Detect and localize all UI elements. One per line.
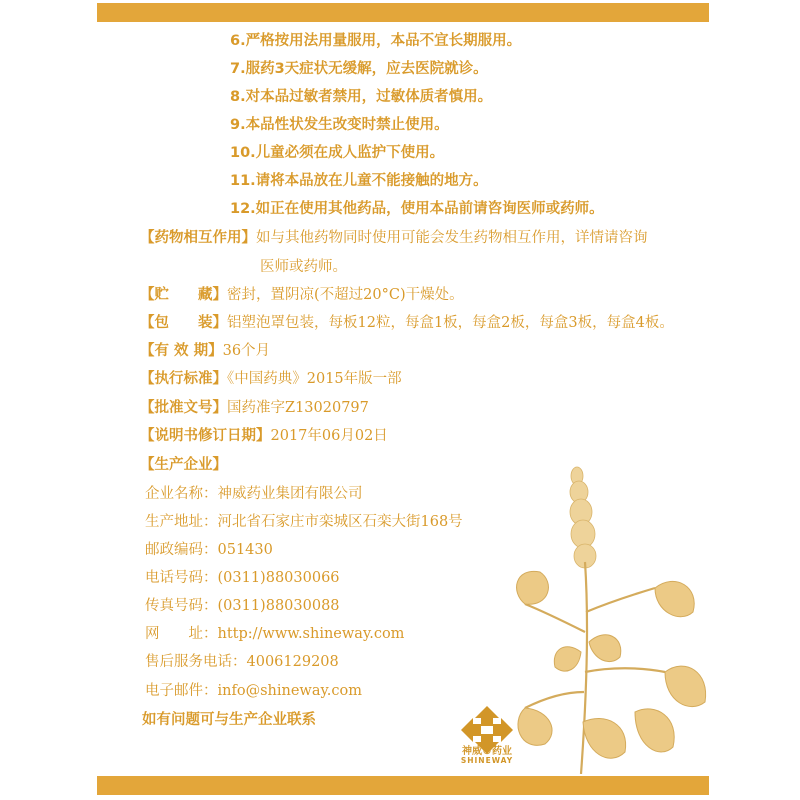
- postal-code: 邮政编码：051430: [145, 542, 273, 558]
- company-address: 生产地址：河北省石家庄市栾城区石栾大街168号: [145, 514, 463, 530]
- top-decorative-bar: [97, 3, 709, 22]
- revision-date-label: 【说明书修订日期】: [140, 428, 271, 444]
- drug-interactions-label: 【药物相互作用】: [140, 230, 256, 246]
- drug-interactions-row: [140, 228, 648, 248]
- company-name: 企业名称：神威药业集团有限公司: [145, 486, 363, 502]
- precaution-item: 12.如正在使用其他药品，使用本品前请咨询医师或药师。: [230, 201, 604, 217]
- approval-label: 【批准文号】: [140, 400, 227, 416]
- storage-label: 【贮 藏】: [140, 287, 227, 303]
- revision-date-value: 2017年06月02日: [270, 428, 388, 444]
- package-label: 【包 装】: [140, 315, 227, 331]
- package-value: 铝塑泡罩包装，每板12粒，每盒1板，每盒2板，每盒3板，每盒4板。: [227, 315, 674, 331]
- precaution-item: 8.对本品过敏者禁用，过敏体质者慎用。: [230, 89, 493, 105]
- logo-chinese-name: 神威®药业: [462, 746, 512, 757]
- approval-value: 国药准字Z13020797: [227, 400, 369, 416]
- website: 网 址：http://www.shineway.com: [145, 626, 405, 642]
- validity-row: [140, 341, 270, 361]
- contact-note: 如有问题可与生产企业联系: [142, 712, 316, 728]
- drug-interactions-value-cont: 医师或药师。: [260, 259, 347, 275]
- service-hotline: 售后服务电话：4006129208: [145, 654, 339, 670]
- logo-english-name: SHINEWAY: [460, 756, 514, 765]
- standard-label: 【执行标准】: [140, 371, 227, 387]
- herb-illustration: [515, 462, 710, 774]
- validity-value: 36个月: [222, 343, 271, 359]
- drug-interactions-value: 如与其他药物同时使用可能会发生药物相互作用，详情请咨询: [256, 230, 648, 246]
- bottom-decorative-bar: [97, 776, 709, 795]
- fax-number: 传真号码：(0311)88030088: [145, 598, 340, 614]
- validity-label: 【有 效 期】: [140, 343, 223, 359]
- precaution-item: 7.服药3天症状无缓解，应去医院就诊。: [230, 61, 488, 77]
- precaution-item: 6.严格按用法用量服用，本品不宜长期服用。: [230, 33, 522, 49]
- manufacturer-heading: 【生产企业】: [140, 457, 227, 473]
- standard-row: [140, 369, 402, 389]
- approval-row: [140, 398, 369, 418]
- package-row: [140, 313, 674, 333]
- revision-date-row: [140, 426, 388, 446]
- storage-row: [140, 285, 464, 305]
- precaution-item: 11.请将本品放在儿童不能接触的地方。: [230, 173, 488, 189]
- email-address: 电子邮件：info@shineway.com: [145, 683, 362, 699]
- storage-value: 密封，置阴凉(不超过20°C)干燥处。: [227, 287, 464, 303]
- standard-value: 《中国药典》2015年版一部: [227, 371, 402, 387]
- precaution-item: 10.儿童必须在成人监护下使用。: [230, 145, 445, 161]
- phone-number: 电话号码：(0311)88030066: [145, 570, 340, 586]
- precaution-item: 9.本品性状发生改变时禁止使用。: [230, 117, 449, 133]
